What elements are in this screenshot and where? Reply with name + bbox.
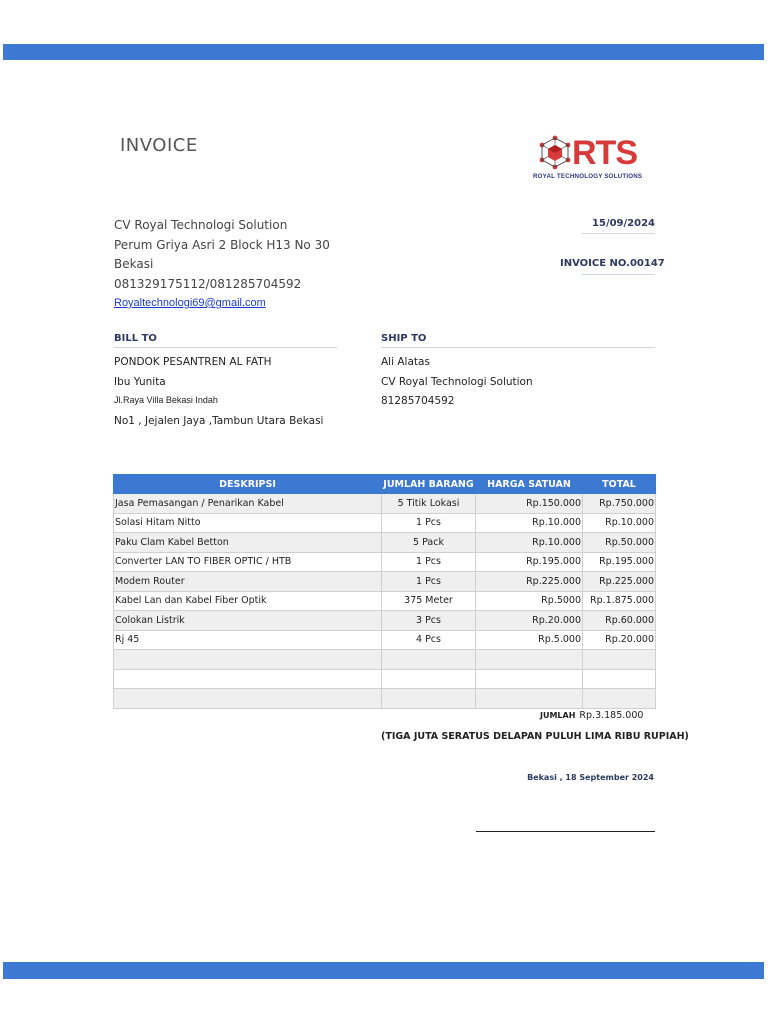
cube-network-icon (538, 134, 572, 170)
bill-to-heading: BILL TO (114, 333, 337, 348)
column-header-description: DESKRIPSI (114, 475, 382, 494)
cell-total: Rp.750.000 (583, 494, 656, 514)
cell-quantity: 375 Meter (382, 591, 476, 611)
invoice-items-table (113, 474, 656, 709)
invoice-title: INVOICE (120, 135, 198, 156)
bill-to-line: Jl.Raya Villa Bekasi Indah (114, 395, 218, 405)
table-row (114, 630, 656, 650)
cell-unit-price (476, 689, 583, 709)
logo-wordmark: RTS (572, 134, 637, 172)
cell-description: Rj 45 (114, 630, 382, 650)
company-city: Bekasi (114, 257, 154, 271)
ship-to-address (381, 356, 533, 415)
cell-total: Rp.20.000 (583, 630, 656, 650)
cell-description: Modem Router (114, 572, 382, 592)
table-row (114, 650, 656, 670)
cell-description: Paku Clam Kabel Betton (114, 533, 382, 553)
ship-to-heading: SHIP TO (381, 333, 655, 348)
signature-place-date: Bekasi , 18 September 2024 (527, 773, 654, 782)
table-row (114, 591, 656, 611)
invoice-date: 15/09/2024 (582, 218, 655, 234)
column-header-total: TOTAL (583, 475, 656, 494)
company-phone: 081329175112/081285704592 (114, 276, 302, 291)
bill-to-line: Ibu Yunita (114, 375, 166, 388)
cell-description (114, 669, 382, 689)
cell-unit-price: Rp.20.000 (476, 611, 583, 631)
cell-unit-price: Rp.5000 (476, 591, 583, 611)
cell-quantity (382, 650, 476, 670)
signature-line (476, 831, 655, 832)
invoice-number: INVOICE NO.00147 (560, 258, 665, 269)
company-email-link[interactable]: Royaltechnologi69@gmail.com (114, 297, 266, 309)
bill-to-line: No1 , Jejalen Jaya ,Tambun Utara Bekasi (114, 414, 324, 427)
table-row (114, 669, 656, 689)
company-info (114, 218, 330, 309)
logo-subtitle: ROYAL TECHNOLOGY SOLUTIONS (533, 173, 643, 180)
table-row (114, 572, 656, 592)
top-band (3, 44, 764, 60)
company-name: CV Royal Technologi Solution (114, 218, 288, 232)
column-header-quantity: JUMLAH BARANG (382, 475, 476, 494)
cell-description: Jasa Pemasangan / Penarikan Kabel (114, 494, 382, 514)
cell-quantity: 1 Pcs (382, 572, 476, 592)
cell-total: Rp.225.000 (583, 572, 656, 592)
grand-total-label: JUMLAH (540, 711, 576, 720)
cell-total: Rp.50.000 (583, 533, 656, 553)
cell-unit-price: Rp.10.000 (476, 513, 583, 533)
cell-total: Rp.1.875.000 (583, 591, 656, 611)
invoice-number-underline (582, 274, 655, 275)
cell-quantity (382, 669, 476, 689)
cell-total (583, 689, 656, 709)
grand-total (540, 710, 643, 721)
cell-quantity: 5 Pack (382, 533, 476, 553)
cell-unit-price: Rp.5.000 (476, 630, 583, 650)
table-row (114, 513, 656, 533)
cell-quantity: 1 Pcs (382, 513, 476, 533)
cell-description: Converter LAN TO FIBER OPTIC / HTB (114, 552, 382, 572)
table-header-row (114, 475, 656, 494)
cell-total: Rp.10.000 (583, 513, 656, 533)
cell-unit-price: Rp.195.000 (476, 552, 583, 572)
cell-quantity: 1 Pcs (382, 552, 476, 572)
cell-total: Rp.60.000 (583, 611, 656, 631)
cell-unit-price: Rp.225.000 (476, 572, 583, 592)
bottom-band (3, 962, 764, 979)
table-row (114, 611, 656, 631)
company-logo (533, 132, 660, 184)
cell-unit-price (476, 650, 583, 670)
ship-to-line: CV Royal Technologi Solution (381, 375, 533, 388)
cell-unit-price: Rp.10.000 (476, 533, 583, 553)
cell-quantity: 3 Pcs (382, 611, 476, 631)
table-row (114, 494, 656, 514)
cell-total: Rp.195.000 (583, 552, 656, 572)
cell-description: Solasi Hitam Nitto (114, 513, 382, 533)
bill-to-line: PONDOK PESANTREN AL FATH (114, 356, 272, 368)
ship-to-line: 81285704592 (381, 395, 455, 407)
cell-quantity: 4 Pcs (382, 630, 476, 650)
amount-in-words: (TIGA JUTA SERATUS DELAPAN PULUH LIMA RIBU RUPIAH) (381, 731, 689, 742)
cell-unit-price (476, 669, 583, 689)
cell-description: Kabel Lan dan Kabel Fiber Optik (114, 591, 382, 611)
cell-quantity: 5 Titik Lokasi (382, 494, 476, 514)
grand-total-amount: Rp.3.185.000 (579, 710, 644, 721)
table-row (114, 689, 656, 709)
cell-total (583, 669, 656, 689)
company-address: Perum Griya Asri 2 Block H13 No 30 (114, 237, 330, 252)
column-header-unit-price: HARGA SATUAN (476, 475, 583, 494)
cell-quantity (382, 689, 476, 709)
table-row (114, 552, 656, 572)
cell-description (114, 650, 382, 670)
ship-to-line: Ali Alatas (381, 356, 430, 368)
cell-description (114, 689, 382, 709)
cell-description: Colokan Listrik (114, 611, 382, 631)
cell-total (583, 650, 656, 670)
table-row (114, 533, 656, 553)
cell-unit-price: Rp.150.000 (476, 494, 583, 514)
bill-to-address (114, 356, 323, 434)
